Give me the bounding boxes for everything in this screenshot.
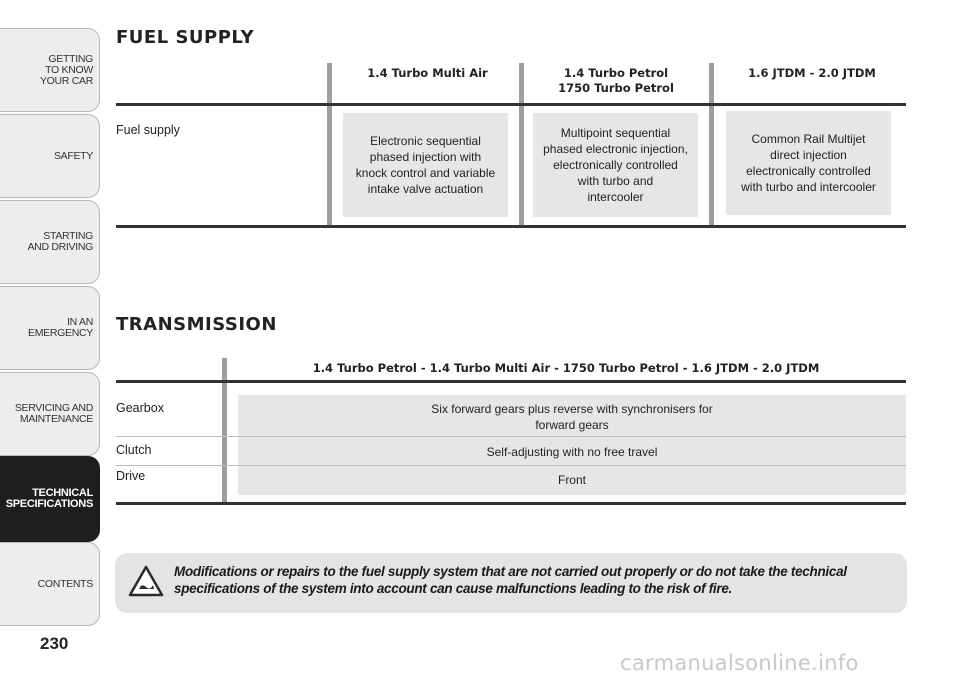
warning-text: Modifications or repairs to the fuel supply system that are not carried out properly or do not take the technical specifications of the system into account can cause malfunctions leading to the risk of fire.: [174, 564, 847, 596]
page-number: 230: [40, 634, 69, 653]
column-divider: [519, 63, 524, 226]
tab-technical-specifications[interactable]: [0, 456, 100, 542]
tab-starting-and-driving[interactable]: [0, 200, 100, 284]
warning-triangle-icon: [128, 565, 164, 597]
cell-jtdm-fuel: Common Rail Multijet direct injection electronically controlled with turbo and intercooler: [726, 111, 891, 215]
row-divider: [116, 465, 906, 466]
tab-servicing-and-maintenance[interactable]: [0, 372, 100, 456]
tab-safety[interactable]: [0, 114, 100, 198]
header-rule: [116, 380, 906, 383]
tab-getting-to-know-your-car[interactable]: [0, 28, 100, 112]
row-divider: [116, 436, 906, 437]
tab-in-an-emergency[interactable]: [0, 286, 100, 370]
clutch-value: Self-adjusting with no free travel: [486, 445, 658, 459]
table-bottom-rule: [116, 502, 906, 505]
fuel-supply-title: FUEL SUPPLY: [116, 27, 255, 48]
row-label-drive: Drive: [116, 469, 146, 483]
row-label-gearbox: Gearbox: [116, 401, 164, 415]
column-header-jtdm: 1.6 JTDM - 2.0 JTDM: [748, 66, 876, 80]
column-header-turbo-petrol: 1.4 Turbo Petrol 1750 Turbo Petrol: [558, 66, 674, 95]
column-divider: [709, 63, 714, 226]
tab-label: CONTENTS: [37, 577, 93, 590]
tab-label: GETTING TO KNOW YOUR CAR: [39, 52, 93, 87]
tab-label: SERVICING AND MAINTENANCE: [14, 402, 93, 425]
tab-label: STARTING AND DRIVING: [27, 230, 93, 253]
drive-value: Front: [557, 473, 586, 487]
gearbox-value: Six forward gears plus reverse with synchronisers for forward gears: [431, 402, 713, 432]
row-label-fuel-supply: Fuel supply: [116, 123, 180, 137]
cell-multiair-fuel: Electronic sequential phased injection with knock control and variable intake valve actuation: [343, 113, 508, 217]
transmission-title: TRANSMISSION: [116, 314, 277, 335]
column-header-multiair: 1.4 Turbo Multi Air: [367, 66, 488, 80]
table-bottom-rule: [116, 225, 906, 228]
tab-label: TECHNICAL SPECIFICATIONS: [5, 487, 93, 510]
watermark: carmanualsonline.info: [620, 651, 859, 675]
tab-contents[interactable]: [0, 542, 100, 626]
header-rule: [116, 103, 906, 106]
tab-label: SAFETY: [53, 149, 93, 162]
column-divider: [327, 63, 332, 226]
cell-turbo-petrol-fuel: Multipoint sequential phased electronic injection, electronically controlled with turbo and intercooler: [533, 113, 698, 217]
row-label-clutch: Clutch: [116, 443, 152, 457]
tab-label: IN AN EMERGENCY: [28, 316, 93, 339]
transmission-header: 1.4 Turbo Petrol - 1.4 Turbo Multi Air - 1750 Turbo Petrol - 1.6 JTDM - 2.0 JTDM: [312, 361, 820, 375]
